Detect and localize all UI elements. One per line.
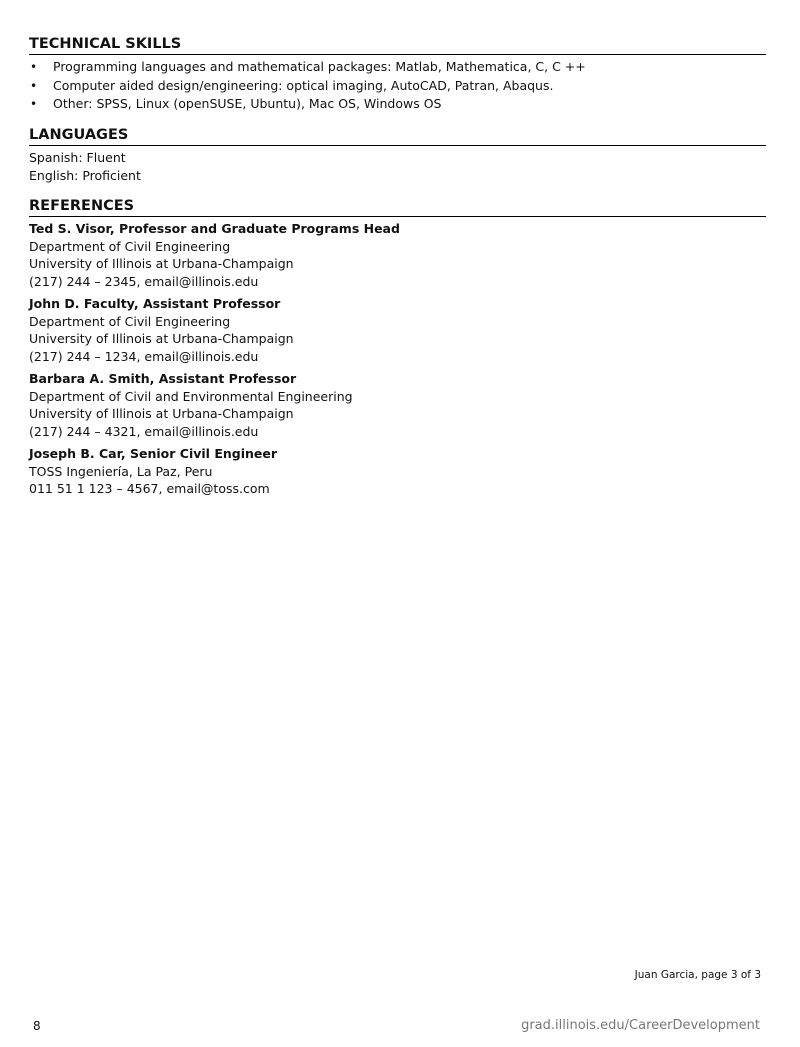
reference-name: Barbara A. Smith, Assistant Professor xyxy=(29,371,297,386)
reference-name: John D. Faculty, Assistant Professor xyxy=(29,296,281,311)
list-item xyxy=(29,95,766,114)
footer-url: grad.illinois.edu/CareerDevelopment xyxy=(521,1018,760,1033)
bullet-icon: • xyxy=(30,97,38,111)
technical-skills-section xyxy=(29,36,766,114)
skill-text: Programming languages and mathematical packages: Matlab, Mathematica, C, C ++ xyxy=(53,59,586,74)
page-number: 8 xyxy=(33,1019,41,1033)
reference-department: TOSS Ingeniería, La Paz, Peru xyxy=(29,463,213,479)
reference-entry xyxy=(29,370,766,440)
reference-contact: (217) 244 – 2345, email@illinois.edu xyxy=(29,273,259,289)
page-footer-label: Juan Garcia, page 3 of 3 xyxy=(634,969,761,981)
reference-institution: University of Illinois at Urbana-Champaign xyxy=(29,256,294,271)
technical-skills-heading: TECHNICAL SKILLS xyxy=(29,36,766,55)
languages-list xyxy=(29,149,766,184)
reference-name: Ted S. Visor, Professor and Graduate Programs Head xyxy=(29,221,400,236)
references-heading: REFERENCES xyxy=(29,198,766,217)
reference-department: Department of Civil and Environmental Engineering xyxy=(29,388,353,404)
reference-name: Joseph B. Car, Senior Civil Engineer xyxy=(29,446,278,461)
references-list xyxy=(29,220,766,498)
languages-heading: LANGUAGES xyxy=(29,127,766,146)
references-section xyxy=(29,198,766,503)
bullet-icon: • xyxy=(30,60,38,74)
bullet-icon: • xyxy=(30,78,38,93)
language-item: English: Proficient xyxy=(29,167,141,183)
reference-entry xyxy=(29,295,766,365)
reference-contact: 011 51 1 123 – 4567, email@toss.com xyxy=(29,481,270,496)
list-item xyxy=(29,77,766,96)
reference-department: Department of Civil Engineering xyxy=(29,313,231,329)
reference-contact: (217) 244 – 1234, email@illinois.edu xyxy=(29,348,259,364)
reference-entry xyxy=(29,220,766,290)
reference-department: Department of Civil Engineering xyxy=(29,238,231,254)
skill-text: Other: SPSS, Linux (openSUSE, Ubuntu), Mac OS, Windows OS xyxy=(53,96,442,111)
technical-skills-list xyxy=(29,58,766,114)
language-item: Spanish: Fluent xyxy=(29,150,126,165)
skill-text: Computer aided design/engineering: optical imaging, AutoCAD, Patran, Abaqus. xyxy=(53,77,554,93)
list-item xyxy=(29,58,766,77)
reference-institution: University of Illinois at Urbana-Champaign xyxy=(29,406,294,421)
reference-entry xyxy=(29,445,766,498)
reference-contact: (217) 244 – 4321, email@illinois.edu xyxy=(29,423,259,439)
reference-institution: University of Illinois at Urbana-Champaign xyxy=(29,331,294,346)
languages-section xyxy=(29,127,766,184)
